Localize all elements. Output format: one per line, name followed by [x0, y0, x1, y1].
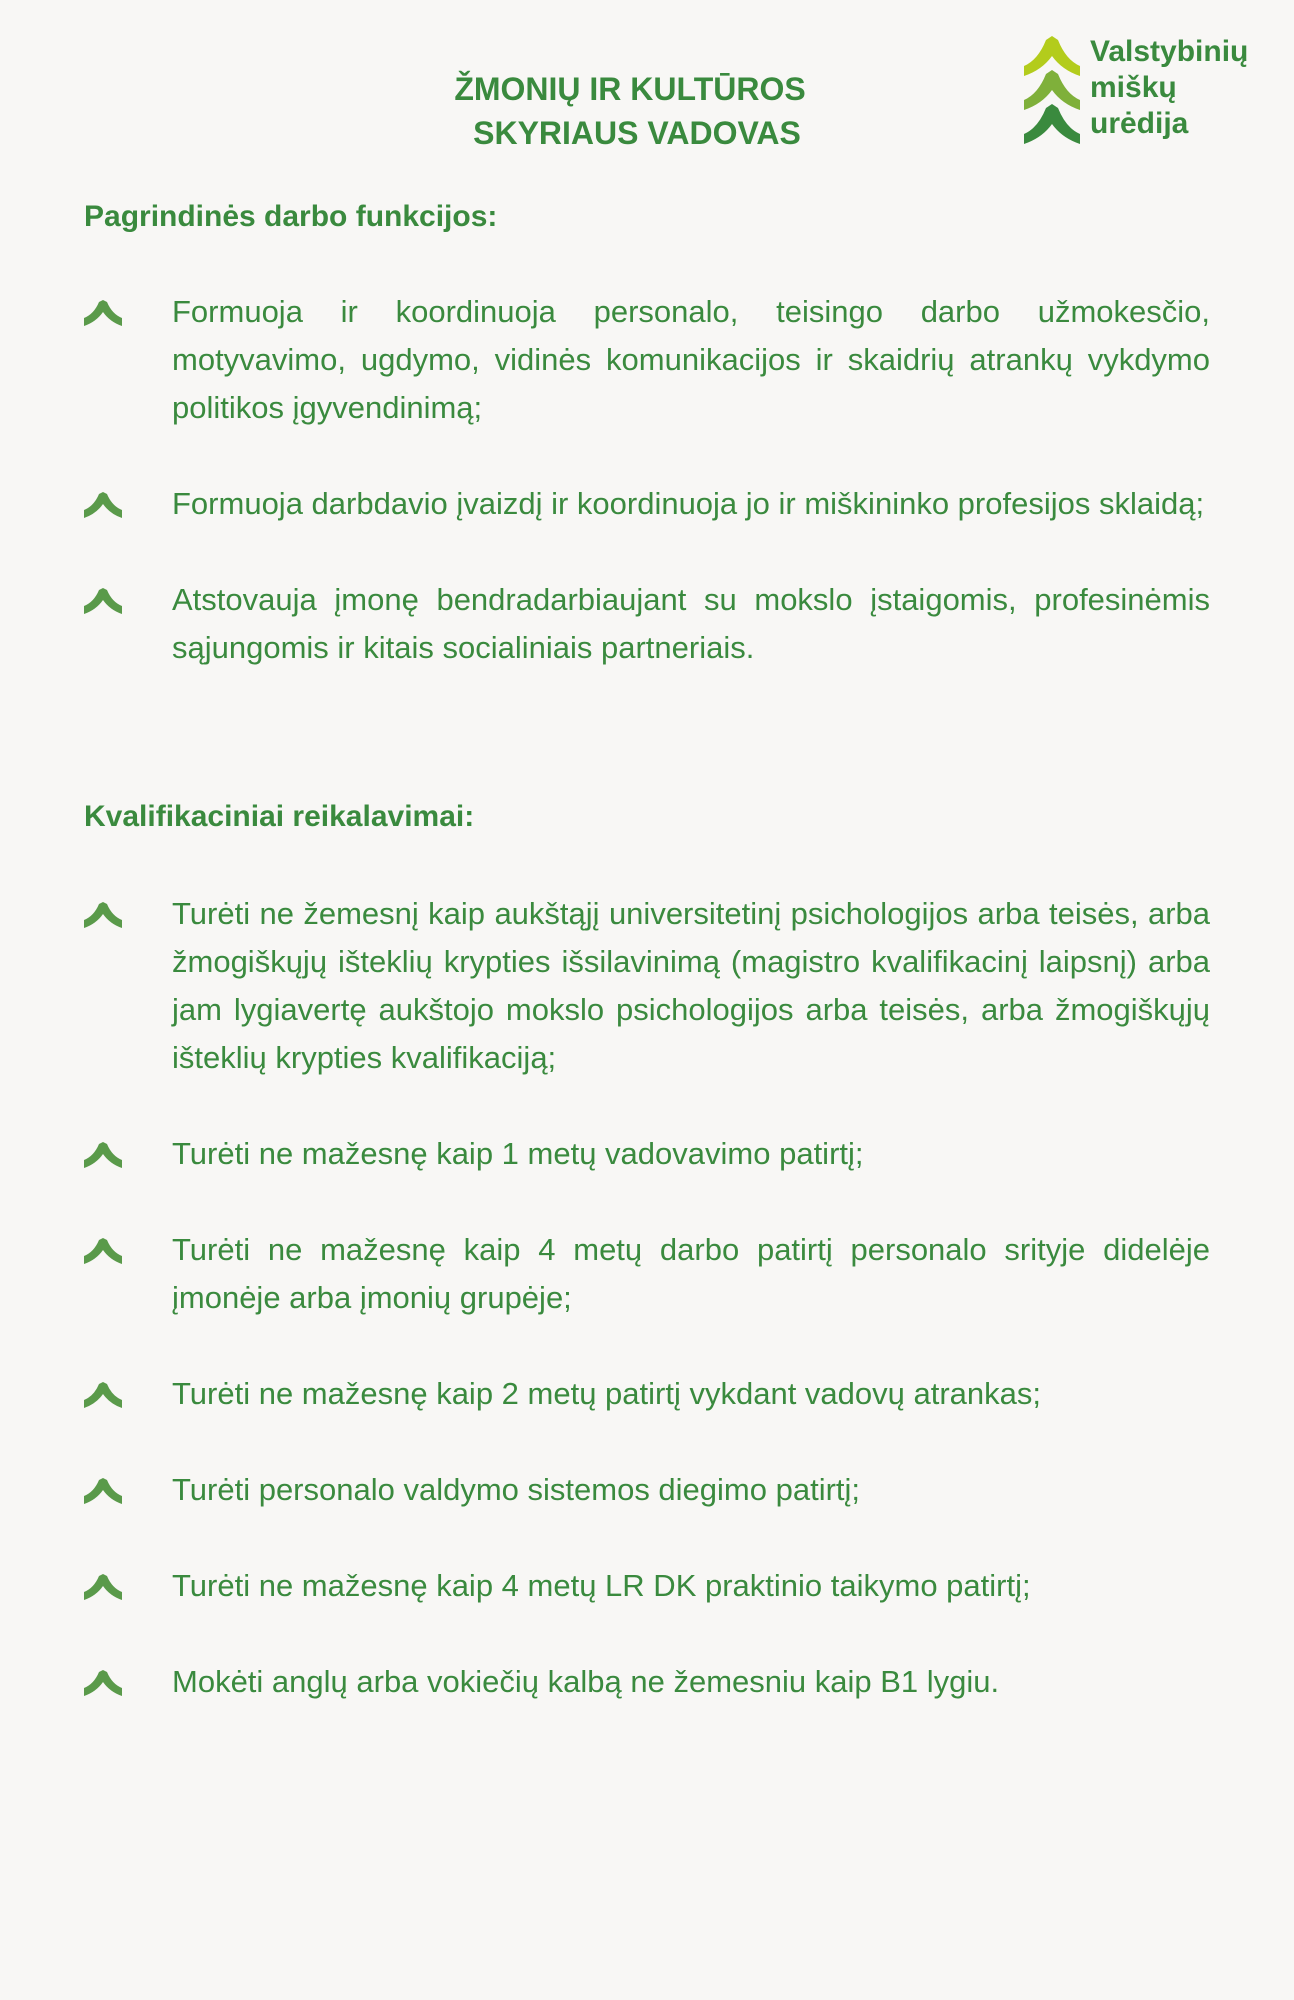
list-item: [84, 1562, 1210, 1610]
item-text: Atstovauja įmonę bendradarbiaujant su mokslo įstaigomis, profesinėmis sąjungomis ir kitais socialiniais partneriais.: [172, 582, 1210, 665]
item-text: Turėti ne žemesnį kaip aukštąjį universitetinį psichologijos arba teisės, arba žmogiškųjų išteklių krypties išsilavinimą (magistro kvalifikacinį laipsnį) arba jam lygiavertę aukštojo mokslo psichologijos arba teisės, arba žmogiškųjų išteklių krypties kvalifikaciją;: [172, 896, 1210, 1075]
list-item: [84, 1466, 1210, 1514]
tree-chevron-icon: [84, 1238, 122, 1264]
logo-line-2: miškų: [1090, 71, 1177, 104]
list-item: [84, 1130, 1210, 1178]
title-line-2: SKYRIAUS VADOVAS: [473, 115, 801, 152]
item-text: Turėti ne mažesnę kaip 2 metų patirtį vykdant vadovų atrankas;: [172, 1376, 1042, 1411]
title-line-1: ŽMONIŲ IR KULTŪROS: [454, 71, 806, 108]
tree-chevron-icon: [84, 300, 122, 326]
item-text: Turėti ne mažesnę kaip 4 metų darbo patirtį personalo srityje didelėje įmonėje arba įmonių grupėje;: [172, 1232, 1210, 1315]
tree-chevron-icon: [84, 1142, 122, 1168]
list-item: [84, 1658, 1210, 1706]
item-text: Formuoja darbdavio įvaizdį ir koordinuoja jo ir miškininko profesijos sklaidą;: [172, 486, 1205, 521]
tree-chevron-icon: [84, 1670, 122, 1696]
requirements-heading: Kvalifikaciniai reikalavimai:: [84, 800, 475, 833]
item-text: Turėti ne mažesnę kaip 4 metų LR DK praktinio taikymo patirtį;: [172, 1568, 1031, 1603]
functions-heading: Pagrindinės darbo funkcijos:: [84, 200, 498, 233]
tree-chevrons-icon: [1022, 36, 1082, 152]
tree-chevron-icon: [84, 902, 122, 928]
list-item: [84, 576, 1210, 672]
list-item: [84, 890, 1210, 1082]
tree-chevron-icon: [84, 1574, 122, 1600]
list-item: [84, 480, 1210, 528]
logo: [1022, 36, 1292, 152]
chevron-bottom: [1024, 104, 1080, 144]
functions-list: [84, 288, 1210, 672]
list-item: [84, 1370, 1210, 1418]
tree-chevron-icon: [84, 1478, 122, 1504]
item-text: Formuoja ir koordinuoja personalo, teisingo darbo užmokesčio, motyvavimo, ugdymo, vidinės komunikacijos ir skaidrių atrankų vykdymo politikos įgyvendinimą;: [172, 294, 1210, 425]
logo-wordmark: [1090, 34, 1248, 142]
item-text: Mokėti anglų arba vokiečių kalbą ne žemesniu kaip B1 lygiu.: [172, 1664, 1000, 1699]
list-item: [84, 288, 1210, 432]
tree-chevron-icon: [84, 1382, 122, 1408]
logo-line-3: urėdija: [1090, 107, 1189, 140]
item-text: Turėti ne mažesnę kaip 1 metų vadovavimo patirtį;: [172, 1136, 864, 1171]
list-item: [84, 1226, 1210, 1322]
page-title: [380, 67, 880, 155]
item-text: Turėti personalo valdymo sistemos diegimo patirtį;: [172, 1472, 861, 1507]
requirements-list: [84, 890, 1210, 1706]
tree-chevron-icon: [84, 492, 122, 518]
tree-chevron-icon: [84, 588, 122, 614]
logo-line-1: Valstybinių: [1090, 35, 1249, 68]
